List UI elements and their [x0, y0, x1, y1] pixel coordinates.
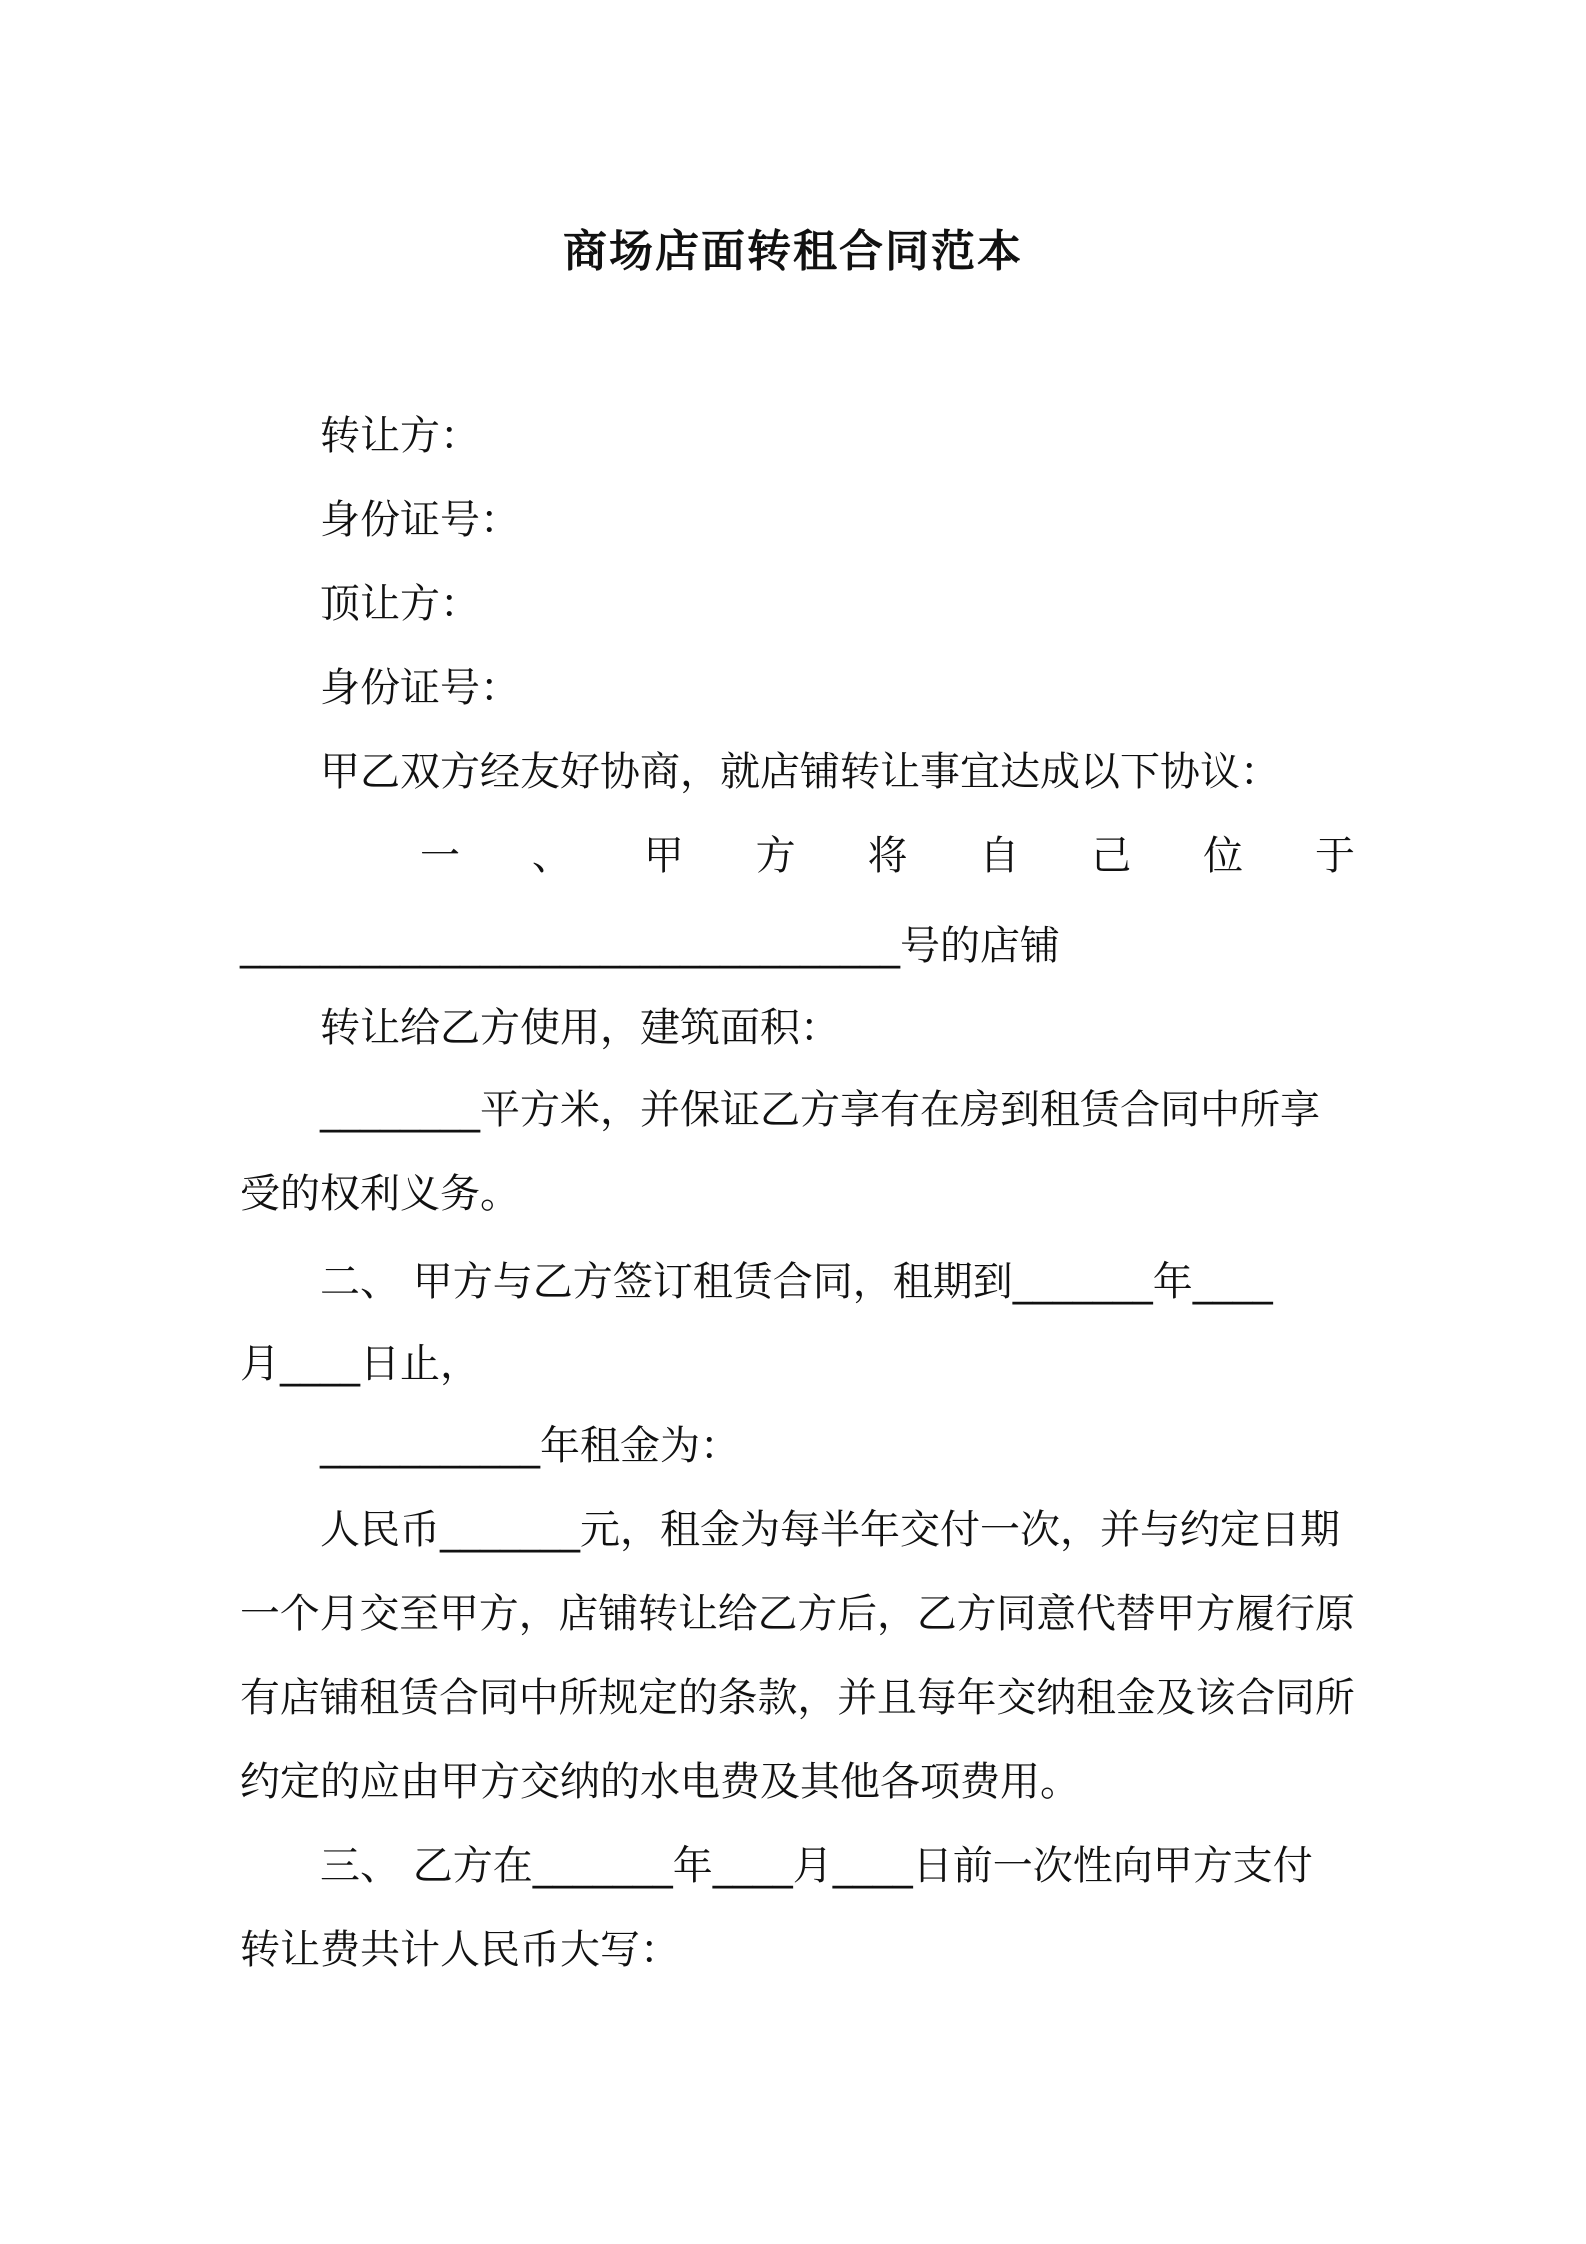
- clause3-line2: 转让费共计人民币大写：: [240, 1927, 680, 1973]
- clause2-line2: 月____日止，: [240, 1341, 480, 1387]
- transferor-field: 转让方：: [320, 413, 480, 459]
- clause2-line1: 二、 甲方与乙方签订租赁合同，租期到_______年____: [320, 1259, 1273, 1305]
- clause2-line7: 约定的应由甲方交纳的水电费及其他各项费用。: [240, 1759, 1080, 1805]
- clause2-line3: ___________年租金为：: [320, 1423, 740, 1469]
- clause1-char: 位: [1203, 833, 1244, 879]
- clause2-line4: 人民币_______元，租金为每半年交付一次，并与约定日期: [320, 1507, 1340, 1553]
- clause1-char: 一: [420, 833, 460, 879]
- intro-paragraph: 甲乙双方经友好协商，就店铺转让事宜达成以下协议：: [320, 749, 1280, 795]
- clause1-line4: ________平方米，并保证乙方享有在房到租赁合同中所享: [320, 1087, 1320, 1133]
- clause2-line5: 一个月交至甲方，店铺转让给乙方后，乙方同意代替甲方履行原: [240, 1591, 1355, 1637]
- transferor-id-field: 身份证号：: [320, 497, 520, 543]
- clause3-line1: 三、 乙方在_______年____月____日前一次性向甲方支付: [320, 1843, 1313, 1889]
- clause1-char: 己: [1091, 833, 1132, 879]
- document-title: 商场店面转租合同范本: [563, 226, 1023, 277]
- transferee-field: 顶让方：: [320, 581, 480, 627]
- clause1-char: 方: [755, 833, 796, 879]
- clause1-first-line: [420, 828, 1355, 884]
- clause1-char: 自: [979, 833, 1020, 879]
- clause2-line6: 有店铺租赁合同中所规定的条款，并且每年交纳租金及该合同所: [240, 1675, 1355, 1721]
- clause1-char: 甲: [643, 833, 684, 879]
- transferee-id-field: 身份证号：: [320, 665, 520, 711]
- clause1-char: 于: [1315, 833, 1355, 879]
- clause1-line3: 转让给乙方使用，建筑面积：: [320, 1005, 840, 1051]
- clause1-line5: 受的权利义务。: [240, 1171, 520, 1217]
- clause1-line2: _________________________________号的店铺: [240, 923, 1060, 969]
- clause1-char: 、: [531, 833, 572, 879]
- clause1-char: 将: [867, 833, 908, 879]
